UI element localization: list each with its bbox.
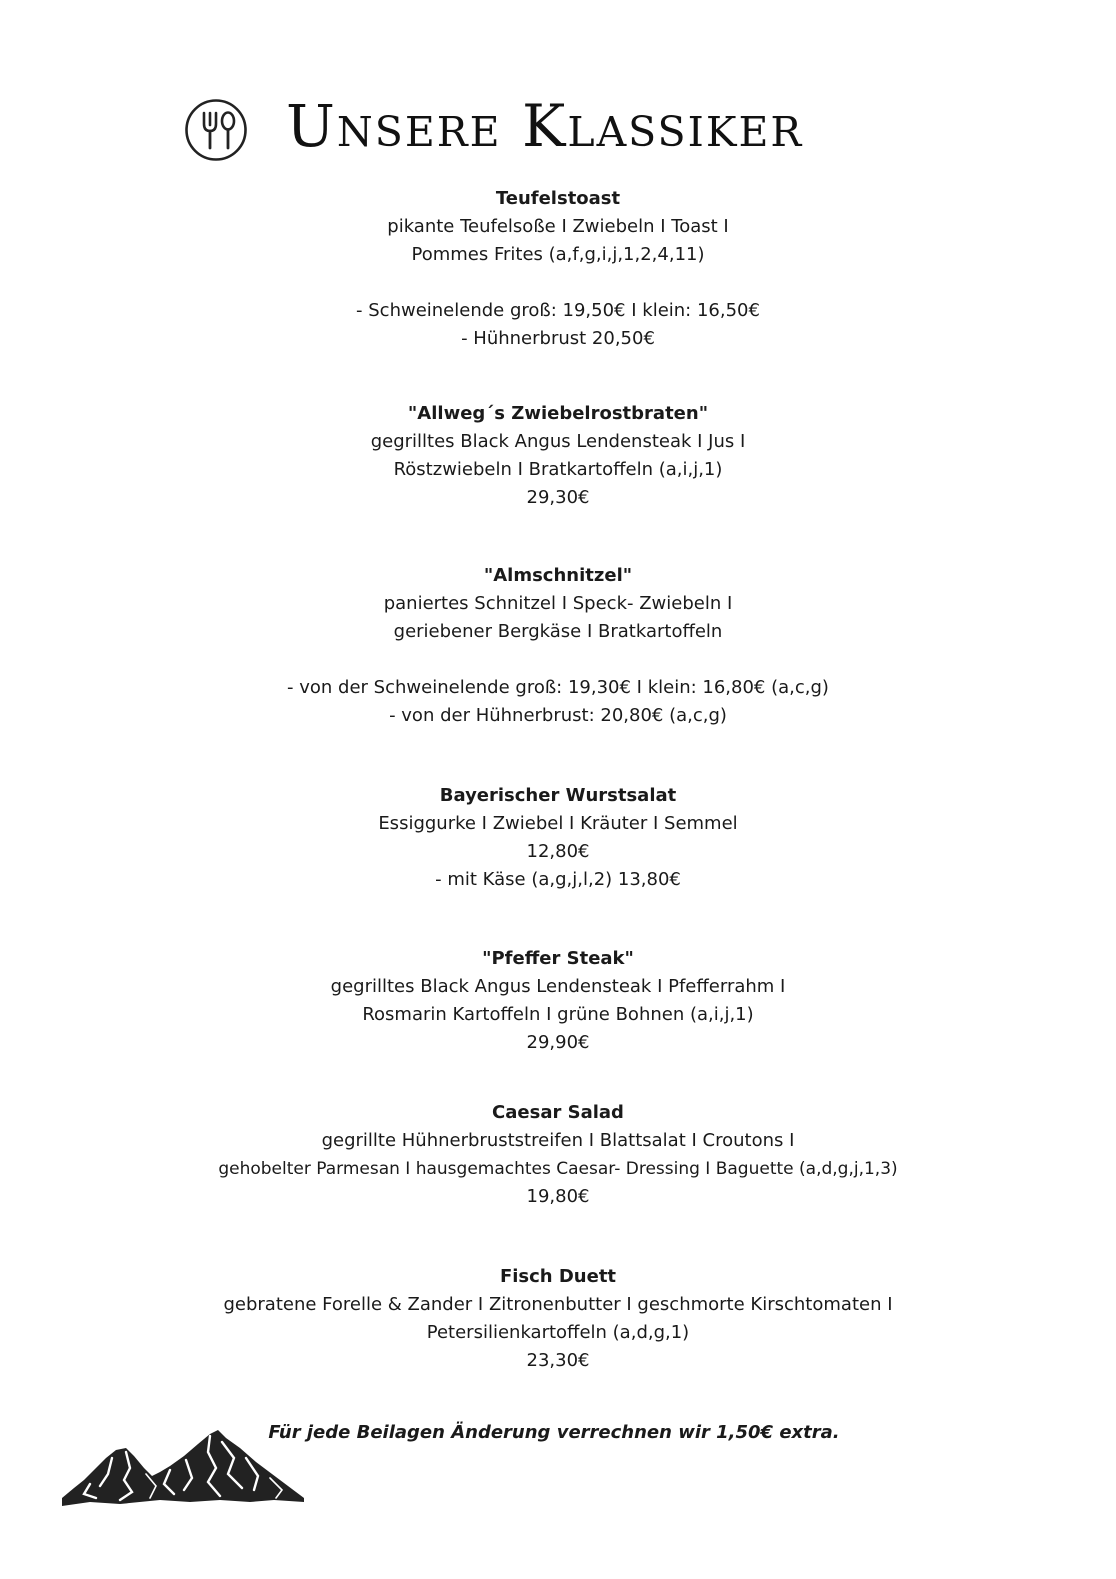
dish-price: - von der Schweinelende groß: 19,30€ I klein: 16,80€ (a,c,g) bbox=[287, 677, 829, 698]
dish-teufelstoast bbox=[0, 185, 1116, 353]
dish-price: 12,80€ bbox=[526, 841, 590, 862]
dish-wurstsalat bbox=[0, 782, 1116, 894]
dish-description: Petersilienkartoffeln (a,d,g,1) bbox=[426, 1322, 690, 1343]
dish-price: - von der Hühnerbrust: 20,80€ (a,c,g) bbox=[389, 705, 727, 726]
dish-description: Rosmarin Kartoffeln I grüne Bohnen (a,i,j,1) bbox=[362, 1004, 754, 1025]
dish-name: Caesar Salad bbox=[492, 1102, 624, 1123]
side-dish-change-note: Für jede Beilagen Änderung verrechnen wir 1,50€ extra. bbox=[268, 1422, 840, 1443]
dish-price: 19,80€ bbox=[526, 1186, 590, 1207]
dish-description: paniertes Schnitzel I Speck- Zwiebeln I bbox=[383, 593, 733, 614]
dish-pfeffer-steak bbox=[0, 945, 1116, 1057]
dish-description: gehobelter Parmesan I hausgemachtes Caesar- Dressing I Baguette (a,d,g,j,1,3) bbox=[218, 1159, 898, 1179]
dish-description: geriebener Bergkäse I Bratkartoffeln bbox=[393, 621, 723, 642]
dish-price: 29,90€ bbox=[526, 1032, 590, 1053]
mountains-illustration bbox=[60, 1428, 306, 1508]
dish-name: Bayerischer Wurstsalat bbox=[439, 785, 677, 806]
page-title: Unsere Klassiker bbox=[286, 92, 804, 160]
dish-fisch-duett bbox=[0, 1263, 1116, 1375]
dish-name: "Pfeffer Steak" bbox=[482, 948, 634, 969]
dish-price: - Hühnerbrust 20,50€ bbox=[461, 328, 655, 349]
dish-price: - Schweinelende groß: 19,50€ I klein: 16,50€ bbox=[356, 300, 760, 321]
dish-description: gegrillte Hühnerbruststreifen I Blattsalat I Croutons I bbox=[321, 1130, 795, 1151]
dish-almschnitzel bbox=[0, 562, 1116, 730]
dish-name: "Almschnitzel" bbox=[483, 565, 633, 586]
dish-name: Teufelstoast bbox=[495, 188, 621, 209]
dish-name: Fisch Duett bbox=[499, 1266, 617, 1287]
dish-price: 23,30€ bbox=[526, 1350, 590, 1371]
dish-description: gegrilltes Black Angus Lendensteak I Jus I bbox=[370, 431, 746, 452]
dish-description: Röstzwiebeln I Bratkartoffeln (a,i,j,1) bbox=[393, 459, 723, 480]
dish-name: "Allweg´s Zwiebelrostbraten" bbox=[407, 403, 709, 424]
dish-price: - mit Käse (a,g,j,l,2) 13,80€ bbox=[435, 869, 681, 890]
dish-description: gegrilltes Black Angus Lendensteak I Pfefferrahm I bbox=[330, 976, 786, 997]
dish-description: pikante Teufelsoße I Zwiebeln I Toast I bbox=[387, 216, 729, 237]
dish-description: Essiggurke I Zwiebel I Kräuter I Semmel bbox=[378, 813, 738, 834]
plate-cutlery-icon bbox=[184, 98, 248, 162]
dish-description: Pommes Frites (a,f,g,i,j,1,2,4,11) bbox=[411, 244, 705, 265]
dish-price: 29,30€ bbox=[526, 487, 590, 508]
dish-zwiebelrostbraten bbox=[0, 400, 1116, 512]
dish-description: gebratene Forelle & Zander I Zitronenbutter I geschmorte Kirschtomaten I bbox=[223, 1294, 893, 1315]
dish-caesar-salad bbox=[0, 1099, 1116, 1211]
